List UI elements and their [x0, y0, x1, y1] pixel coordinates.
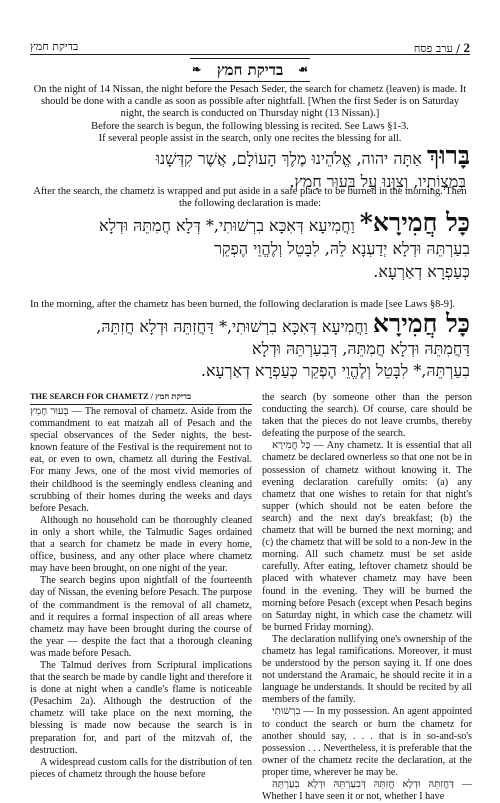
ornament-left-icon: ❧ — [192, 63, 202, 76]
header-rule — [30, 54, 470, 55]
evening-declaration — [30, 208, 470, 283]
intro-p3: If several people assist in the search, only one recites the blessing for all. — [98, 132, 402, 144]
after-search-note: After the search, the chametz is wrapped and put aside in a safe place to be burned in the morning. Then the following declaration is made: — [33, 186, 467, 209]
morning-declaration — [30, 309, 470, 382]
intro-instructions — [30, 84, 470, 145]
commentary-left-p1: בְּעוּר חָמֵץ — The removal of chametz. Aside from the commandment to eat matzah all of Pesach and the special observances of the Seder nights, the best-known feature of the Festival is the requirement not to eat, or even to own, chametz all during the Festival. For many Jews, one of the most vivid memories of their childhood is the seemingly endless cleaning and scrubbing of their homes during the weeks and days before Pesach. — [30, 406, 252, 514]
blessing-line-1 — [30, 141, 470, 171]
morning-decl-line-2: דַּחֲמִתֵּהּ וּדְלָא חֲמִתֵּהּ, דְּבִעַרְתֵּהּ וּדְלָא — [252, 339, 470, 358]
intro-p2: Before the search is begun, the following blessing is recited. See Laws §1-3. — [91, 120, 409, 132]
commentary-heading: THE SEARCH FOR CHAMETZ / בדיקת חמץ — [30, 392, 252, 405]
commentary-left-p2: Although no household can be thoroughly cleaned in only a short while, the Talmudic Sages ordained that a search for chametz be made in every home, office, business, and any other place where chametz may have been brought, on one night of the year. — [30, 514, 252, 575]
commentary-left-p3: The search begins upon nightfall of the fourteenth day of Nissan, the evening before Pesach. The purpose of the commandment is the removal of all chametz, and it requires a formal inspection of all areas where chametz may have been brought during the course of the year — despite the fact that a thorough cleaning was made before Pesach. — [30, 575, 252, 659]
commentary-right-p1: the search (by someone other than the person conducting the search). Of course, care should be taken that the pieces do not leave crumbs, thereby defeating the purpose of the search. — [262, 392, 472, 440]
running-head-left: בדיקת חמץ — [30, 40, 79, 53]
morning-decl-text-1: וַחֲמִיעָא דְּאִכָּא בִרְשׁוּתִי,* דַּחֲזִתֵּהּ וּדְלָא חֲזִתֵּהּ, — [96, 317, 368, 336]
commentary-right-p4: בִרְשׁוּתִי — In my possession. An agent appointed to conduct the search or burn the chametz for another should say, . . . that is in so-and-so's possession . . . Nevertheless, it is preferable that the owner of the chametz recite the declaration, at the proper time, wherever he may be. — [262, 706, 472, 778]
running-head-section: / ערב פסח — [413, 42, 460, 55]
blessing-line-2: בְּמִצְוֹתָיו, וְצִוָּנוּ עַל בִּעוּר חָמֵץ. — [289, 172, 466, 191]
commentary-left-column — [30, 406, 252, 781]
commentary-right-p2: כָּל חֲמִירָא — Any chametz. It is essential that all chametz be declared ownerless so that one not be in possession of chametz without knowing it. The evening declaration carefully omits: (a) any chametz that one wishes to retain for that night's supper (which should not be eaten before the search) and the next day's breakfast; (b) the chametz that will be burned the next morning; and (c) the chametz that will be sold to a non-Jew in the morning. All such chametz must be set aside carefully. After eating, leftover chametz should be placed with whatever chametz may have been found in the evening. They will be burned the morning before Pesach (except when Pesach begins on Saturday night, in which case the chametz will be burned Friday morning). — [262, 440, 472, 633]
blessing-opening-word: בָּרוּךְ — [426, 141, 470, 170]
blessing-text-1: אַתָּה יהוה, אֱלֹהֵינוּ מֶלֶךְ הָעוֹלָם, אֲשֶׁר קִדְּשָׁנוּ — [155, 149, 422, 168]
evening-decl-opening: כָּל חֲמִירָא* — [359, 208, 470, 237]
morning-note: In the morning, after the chametz has been burned, the following declaration is made [see Laws §8-9]. — [30, 299, 455, 310]
evening-decl-line-1 — [30, 208, 470, 237]
intro-p1: On the night of 14 Nissan, the night before the Pesach Seder, the search for chametz (leaven) is made. It should be done with a candle as soon as possible after nightfall. [When the first Seder is on Saturday night, the search is conducted on Thursday night (13 Nissan).] — [33, 84, 467, 120]
morning-decl-opening: כָּל חֲמִירָא — [372, 309, 470, 338]
commentary-right-column — [262, 392, 472, 803]
commentary-right-p3: The declaration nullifying one's ownership of the chametz has legal ramifications. Moreover, it must be understood by the person saying it. If one does not understand the Aramaic, he should recite it in a language he understands. It should be recited by all members of the family. — [262, 633, 472, 706]
commentary-left-p4: The Talmud derives from Scriptural implications that the search be made by candle light and therefore it is done at night when a candle's flame is noticeable (Pesachim 2a). Although the destruction of the chametz will take place on the next morning, the blessing is made now because the search is in preparation for, and part of the mitzvah of, the destruction. — [30, 659, 252, 756]
evening-decl-line-2: בִעַרְתֵּהּ וּדְלָא יְדַעְנָא לֵהּ, לִבָּטֵל וְלֶהֱוֵי הֶפְקֵר — [214, 239, 470, 258]
page-number: 2 — [463, 40, 470, 55]
morning-decl-line-1 — [30, 309, 470, 338]
page-title-text: בדיקת חמץ — [216, 61, 284, 79]
ornament-right-icon: ☙ — [298, 63, 308, 76]
commentary-right-p5: דַּחֲזִתֵּהּ וּדְלָא חֲזִתֵּהּ דְּבִעַרְתֵּהּ וּדְלָא בִעַרְתֵּהּ — Whether I have seen it or not, whether I have — [262, 779, 472, 803]
commentary-left-p5: A widespread custom calls for the distribution of ten pieces of chametz through the house before — [30, 756, 252, 780]
page-title — [190, 58, 310, 82]
evening-decl-text-1: וַחֲמִיעָא דְּאִכָּא בִרְשׁוּתִי,* דְּלָא חֲמִתֵּהּ וּדְלָא — [99, 216, 355, 235]
evening-decl-line-3: כְּעַפְרָא דְאַרְעָא. — [373, 262, 470, 281]
morning-decl-line-3: בִעַרְתֵּהּ,* לִבָּטֵל וְלֶהֱוֵי הֶפְקֵר כְּעַפְרָא דְאַרְעָא. — [200, 361, 470, 380]
